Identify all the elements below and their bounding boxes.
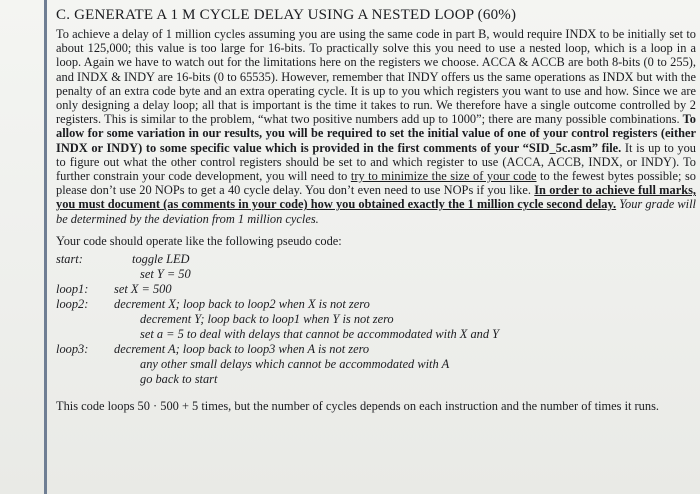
pseudo-line: decrement X; loop back to loop2 when X is not zero — [114, 297, 370, 312]
pseudo-label: loop3: — [56, 342, 89, 357]
intro-text-2: It is up to you to figure out what the other control registers should be set to and which register to use (ACCA, ACCB, INDX, or INDY). To further constrain your code development, you will need to — [56, 140, 696, 184]
intro-bold-text: To allow for some variation in our results, you will be required to set the initial value of one of your control registers (either INDX or INDY) to some specific value which is provided in the first comments of your “SID_5c.asm” file. — [56, 112, 697, 155]
section-title: C. GENERATE A 1 M CYCLE DELAY USING A NESTED LOOP (60%) — [56, 7, 517, 23]
pseudo-line: go back to start — [140, 372, 218, 387]
pseudo-intro-text: Your code should operate like the following pseudo code: — [56, 233, 342, 248]
pseudo-line: toggle LED — [132, 252, 190, 267]
pseudo-row-loop2 — [56, 297, 696, 312]
intro-bold-underlined-text: In order to achieve full marks, you must document (as comments in your code) how you obtained exactly the 1 million cycle second delay. — [56, 183, 696, 212]
pseudo-line: set Y = 50 — [140, 267, 191, 282]
pseudo-label: start: — [56, 252, 83, 267]
pseudo-label: loop1: — [56, 282, 89, 297]
pseudo-row-loop3 — [56, 342, 696, 357]
pseudo-line: set X = 500 — [114, 282, 172, 297]
paragraph-intro — [56, 27, 696, 226]
pseudo-code-block — [56, 252, 696, 387]
intro-text-3: to the fewest bytes possible; so please don’t use 20 NOPs to get a 40 cycle delay. You don’t even need to use NOPs if you like. — [56, 169, 696, 198]
pseudo-row-loop1 — [56, 282, 696, 297]
pseudo-line: any other small delays which cannot be accommodated with A — [140, 357, 450, 372]
pseudo-row-start-2 — [56, 267, 696, 282]
intro-underlined-text: try to minimize the size of your code — [350, 169, 537, 184]
pseudo-line: decrement Y; loop back to loop1 when Y is not zero — [140, 312, 394, 327]
intro-text: To achieve a delay of 1 million cycles assuming you are using the same code in part B, would require INDX to be initially set to about 125,000; this value is too large for 16-bits. To practically solve this you need to use a nested loop, which is a loop in a loop. Again we have to watch out for the limitations here on the registers we choose. ACCA & ACCB are both 8-bits (0 to 255), and INDX & INDY are 16-bits (0 to 65535). However, remember that INDY offers us the same operations as INDX but with the penalty of an extra code byte and an extra operating cycle. It is up to you which registers you want to use and how. Since we are only designing a delay loop; all that is important is the time it takes to run. We therefore have a single outcome controlled by 2 registers. This is similar to the problem, “what two positive numbers add up to 1000”; there are many possible combinations. — [56, 27, 696, 127]
intro-italic-text: Your grade will be determined by the deviation from 1 million cycles. — [56, 197, 696, 226]
closing-paragraph: This code loops 50 · 500 + 5 times, but the number of cycles depends on each instruction and the number of times it runs. — [56, 399, 659, 414]
pseudo-label: loop2: — [56, 297, 89, 312]
pseudo-line: decrement A; loop back to loop3 when A is not zero — [114, 342, 370, 357]
left-border-rule — [44, 0, 47, 494]
document-content — [56, 6, 696, 413]
pseudo-line: set a = 5 to deal with delays that cannot be accommodated with X and Y — [140, 327, 500, 342]
pseudo-row-start — [56, 252, 696, 267]
